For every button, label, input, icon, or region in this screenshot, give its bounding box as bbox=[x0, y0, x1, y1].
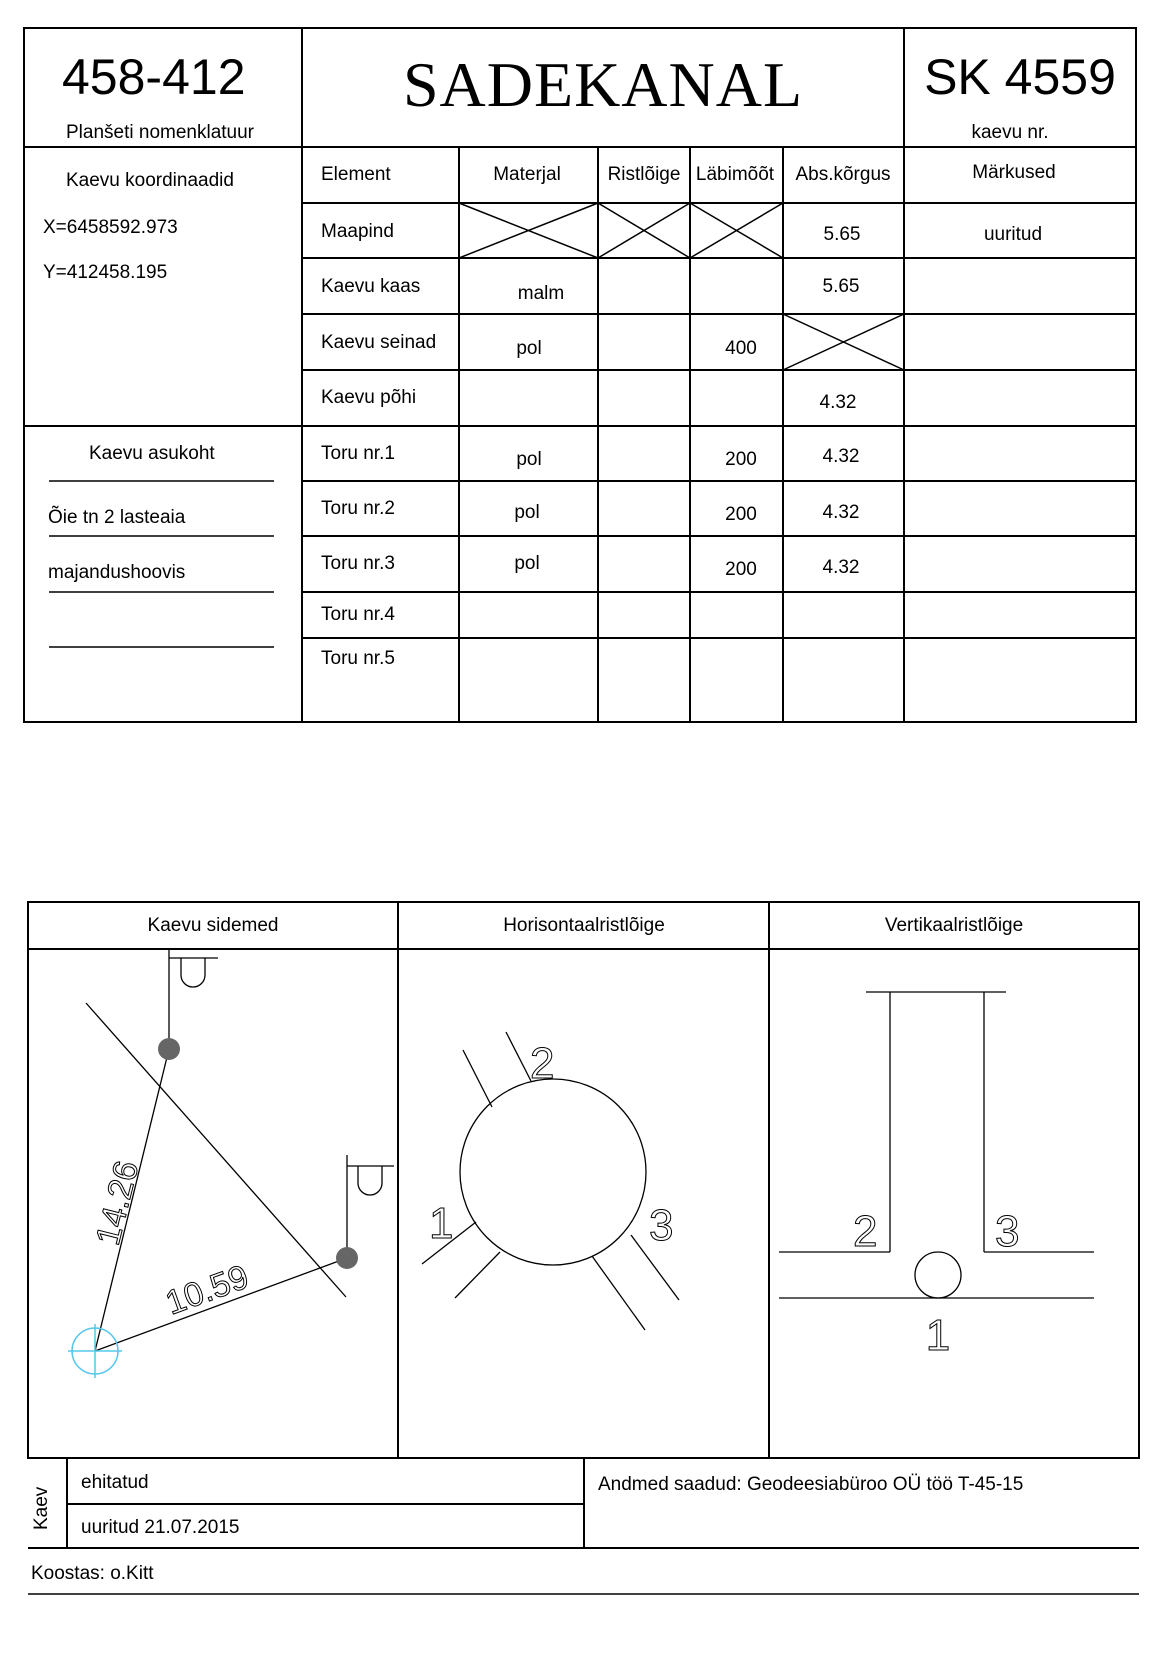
location-line: majandushoovis bbox=[48, 562, 186, 583]
row-abs: 4.32 bbox=[819, 392, 857, 413]
ehitatud-label: ehitatud bbox=[81, 1472, 149, 1493]
row-element: Kaevu seinad bbox=[321, 332, 437, 353]
pipe-label-3: 3 bbox=[995, 1207, 1020, 1256]
point-marker bbox=[336, 1247, 358, 1269]
row-abs: 4.32 bbox=[822, 502, 860, 523]
row-element: Toru nr.2 bbox=[321, 498, 395, 519]
pipe-label-2: 2 bbox=[530, 1039, 555, 1088]
pipe-label-1: 1 bbox=[429, 1199, 454, 1248]
row-element: Toru nr.1 bbox=[321, 443, 395, 464]
well-symbol bbox=[68, 1324, 122, 1378]
pipe-label-1: 1 bbox=[925, 1311, 951, 1360]
row-materjal: pol bbox=[516, 338, 542, 359]
nomenclature-label: Planšeti nomenklatuur bbox=[66, 122, 254, 143]
row-materjal: pol bbox=[514, 553, 540, 574]
nomenclature-value: 458-412 bbox=[62, 49, 246, 105]
well-number-value: SK 4559 bbox=[924, 49, 1116, 105]
kaev-label: Kaev bbox=[31, 1486, 52, 1530]
row-abs: 5.65 bbox=[822, 276, 860, 297]
column-header-labimoot: Läbimõõt bbox=[695, 164, 775, 185]
coordinate-x: X=6458592.973 bbox=[43, 217, 178, 238]
row-abs: 4.32 bbox=[822, 557, 860, 578]
coordinate-y: Y=412458.195 bbox=[43, 262, 168, 283]
location-label: Kaevu asukoht bbox=[89, 443, 215, 464]
pipe-label-2: 2 bbox=[853, 1207, 878, 1256]
panel-title-vertikaal: Vertikaalristlõige bbox=[884, 915, 1024, 936]
row-abs: 4.32 bbox=[822, 446, 860, 467]
row-labimoot: 400 bbox=[725, 338, 757, 359]
distance-label-2: 10.59 bbox=[160, 1257, 254, 1323]
panel-title-horisontaal: Horisontaalristlõige bbox=[503, 915, 665, 936]
row-labimoot: 200 bbox=[725, 504, 757, 525]
row-abs: 5.65 bbox=[823, 224, 861, 245]
point-marker bbox=[158, 1038, 180, 1060]
row-materjal: malm bbox=[517, 283, 565, 304]
row-materjal: pol bbox=[514, 502, 540, 523]
row-element: Kaevu kaas bbox=[321, 276, 421, 297]
row-markused: uuritud bbox=[983, 224, 1043, 245]
vertical-section-drawing bbox=[779, 992, 1094, 1298]
column-header-markused: Märkused bbox=[972, 162, 1056, 183]
pipe-label-3: 3 bbox=[649, 1201, 674, 1250]
row-element: Toru nr.3 bbox=[321, 553, 395, 574]
uuritud-label: uuritud 21.07.2015 bbox=[81, 1517, 240, 1538]
panel-title-sidemed: Kaevu sidemed bbox=[147, 915, 279, 936]
location-line: Õie tn 2 lasteaia bbox=[48, 507, 186, 528]
page-title: SADEKANAL bbox=[402, 49, 804, 120]
column-header-element: Element bbox=[321, 164, 391, 185]
column-header-ristloige: Ristlõige bbox=[607, 164, 681, 185]
row-element: Toru nr.5 bbox=[321, 648, 395, 669]
author-label: Koostas: o.Kitt bbox=[31, 1563, 154, 1584]
data-source: Andmed saadud: Geodeesiabüroo OÜ töö T-45-15 bbox=[598, 1474, 1024, 1495]
row-labimoot: 200 bbox=[725, 449, 757, 470]
row-labimoot: 200 bbox=[725, 559, 757, 580]
row-materjal: pol bbox=[516, 449, 542, 470]
coordinates-label: Kaevu koordinaadid bbox=[66, 170, 234, 191]
distance-label-1: 14.26 bbox=[88, 1157, 147, 1249]
row-element: Kaevu põhi bbox=[321, 387, 417, 408]
row-element: Toru nr.4 bbox=[321, 604, 395, 625]
column-header-materjal: Materjal bbox=[493, 164, 561, 185]
well-number-label: kaevu nr. bbox=[971, 122, 1049, 143]
row-element: Maapind bbox=[321, 221, 394, 242]
column-header-abs-korgus: Abs.kõrgus bbox=[795, 164, 891, 185]
